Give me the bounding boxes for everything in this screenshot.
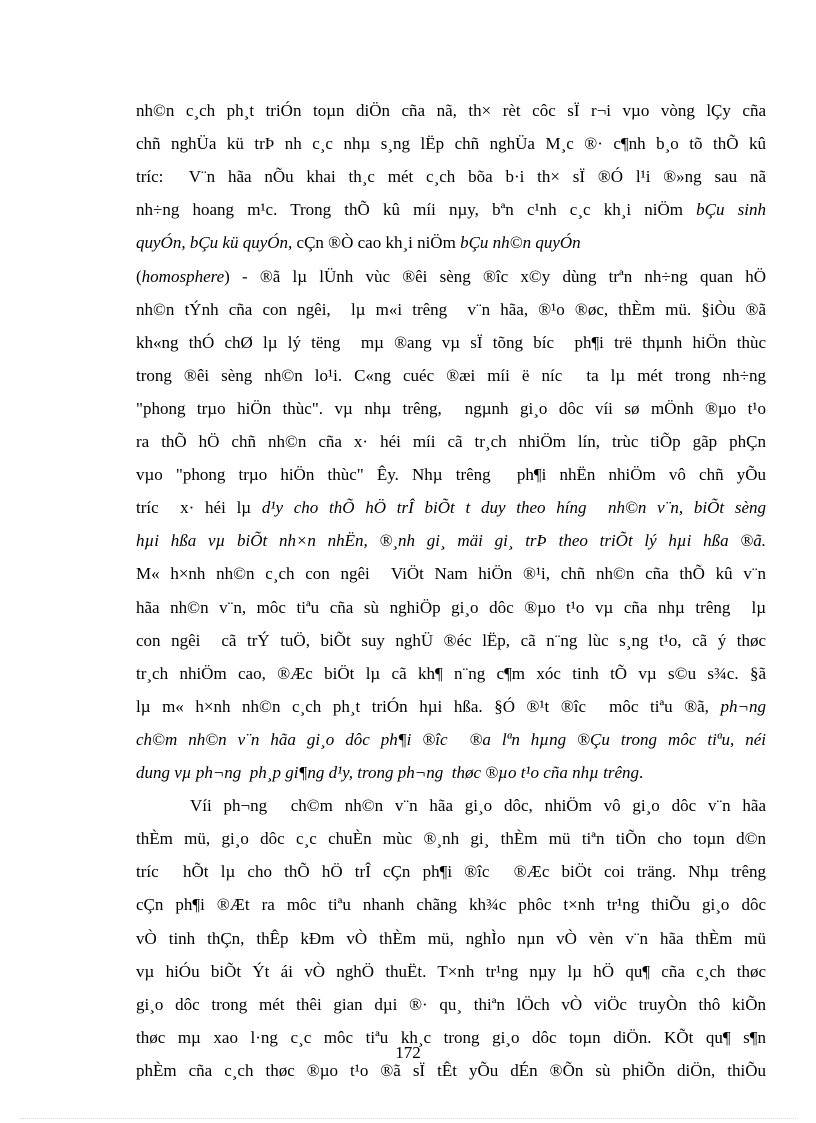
text-run: thÈm mü, gi¸o dôc c¸c chuÈn mùc ®¸nh gi¸ thÈm mü tiªn tiÕn cho toµn d©n xyxy=(136,829,766,849)
italic-text: bÇu nh©n quyÓn xyxy=(460,233,581,253)
text-run: con ngêi cã trÝ tuÖ, biÕt suy nghÜ ®éc lËp, cã n¨ng lùc s¸ng t¹o, cã ý thøc xyxy=(136,630,766,650)
text-line xyxy=(136,133,766,166)
italic-text: homosphere xyxy=(141,266,225,286)
text-line xyxy=(136,100,766,133)
text-run: gi¸o dôc trong mét thêi gian dµi ®· qu¸ thiªn lÖch vÒ viÖc truyÒn thô kiÕn xyxy=(136,994,766,1014)
text-line xyxy=(136,597,766,630)
text-line xyxy=(136,464,766,497)
text-line xyxy=(136,729,766,762)
text-run: "phong trµo hiÖn thùc". vµ nhµ trêng, ngµnh gi¸o dôc víi sø mÖnh ®µo t¹o xyxy=(136,398,766,418)
text-line xyxy=(136,563,766,596)
text-run: nh©n c¸ch ph¸t triÓn toµn diÖn cña nã, th× rèt côc sÏ r¬i vµo vòng lÇy cña xyxy=(136,101,766,120)
text-line xyxy=(136,861,766,894)
text-line xyxy=(136,365,766,398)
text-line xyxy=(136,332,766,365)
text-run: nh©n tÝnh cña con ngêi, lµ m«i trêng v¨n hãa, ®¹o ®øc, thÈm mü. §iÒu ®ã xyxy=(136,299,766,319)
text-line xyxy=(136,663,766,696)
text-run: tr¸ch nhiÖm cao, ®Æc biÖt lµ cã kh¶ n¨ng c¶m xóc tinh tÕ vµ s©u s¾c. §ã xyxy=(136,663,766,683)
text-run: chñ nghÜa kü trÞ nh c¸c nhµ s¸ng lËp chñ nghÜa M¸c ®· c¶nh b¸o tõ thÕ kû xyxy=(136,134,766,154)
text-run: phÈm cña c¸ch thøc ®µo t¹o ®ã sÏ tÊt yÕu dÉn ®Õn sù phiÕn diÖn, thiÕu xyxy=(136,1060,766,1080)
text-run: ( xyxy=(136,266,142,286)
text-run: tríc: V¨n hãa nÕu khai th¸c mét c¸ch bõa b·i th× sÏ ®Ó l¹i ®»ng sau nã xyxy=(136,167,766,187)
text-run: thøc mµ xao l·ng c¸c môc tiªu kh¸c trong gi¸o dôc toµn diÖn. KÕt qu¶ s¶n xyxy=(136,1027,766,1047)
text-run: cÇn ph¶i ®Æt ra môc tiªu nhanh chãng kh¾c phôc t×nh tr¹ng thiÕu gi¸o dôc xyxy=(136,895,766,915)
text-run: ) - ®ã lµ lÜnh vùc ®êi sèng ®îc x©y dùng trªn nh÷ng quan hÖ xyxy=(224,266,766,286)
text-run: Víi ph¬ng ch©m nh©n v¨n hãa gi¸o dôc, nhiÖm vô gi¸o dôc v¨n hãa xyxy=(190,796,766,816)
text-run: ra thÕ hÖ chñ nh©n cña x· héi míi cã tr¸ch nhiÖm lín, trùc tiÕp gãp phÇn xyxy=(136,432,766,451)
text-line xyxy=(136,961,766,994)
text-run: tríc hÕt lµ cho thÕ hÖ trÎ cÇn ph¶i ®îc ®Æc biÖt coi träng. Nhµ trêng xyxy=(136,862,766,882)
text-run: vµo "phong trµo hiÖn thùc" Êy. Nhµ trêng ph¶i nhËn nhiÖm vô chñ yÕu xyxy=(136,465,766,485)
text-line xyxy=(136,828,766,861)
text-run: . xyxy=(639,763,644,782)
italic-text: d¹y cho thÕ hÖ trÎ biÕt t duy theo híng nh©n v¨n, biÕt sèng xyxy=(261,498,766,518)
text-run: trong ®êi sèng nh©n lo¹i. C«ng cuéc ®æi míi ë níc ta lµ mét trong nh÷ng xyxy=(136,365,766,385)
text-run: vµ hiÓu biÕt Ýt ái vÒ nghÖ thuËt. T×nh tr¹ng nµy lµ hÖ qu¶ cña c¸ch thøc xyxy=(136,961,766,981)
italic-text: ch©m nh©n v¨n hãa gi¸o dôc ph¶i ®îc ®a lªn hµng ®Çu trong môc tiªu, néi xyxy=(136,729,766,749)
text-run: nh÷ng hoang m¹c. Trong thÕ kû míi nµy, bªn c¹nh c¸c kh¸i niÖm xyxy=(136,200,697,220)
text-run: hãa nh©n v¨n, môc tiªu cña sù nghiÖp gi¸o dôc ®µo t¹o vµ cña nhµ trêng lµ xyxy=(136,597,766,617)
text-line xyxy=(136,530,766,563)
page-number: 172 xyxy=(395,1043,421,1062)
text-run: lµ m« h×nh nh©n c¸ch ph¸t triÓn hµi hßa. §Ó ®¹t ®îc môc tiªu ®ã, xyxy=(136,696,721,716)
text-line xyxy=(136,232,766,265)
text-line xyxy=(136,497,766,530)
text-line xyxy=(136,398,766,431)
text-line xyxy=(136,894,766,927)
page-bottom-border xyxy=(20,1118,796,1119)
text-line xyxy=(136,928,766,961)
text-line xyxy=(136,431,766,464)
text-line xyxy=(136,696,766,729)
text-run: tríc x· héi lµ xyxy=(136,498,262,518)
italic-text: hµi hßa vµ biÕt nh×n nhËn, ®¸nh gi¸ mäi gi¸ trÞ theo triÕt lý hµi hßa ®ã. xyxy=(136,531,766,551)
text-line xyxy=(136,762,766,795)
italic-text: dung vµ ph¬ng ph¸p gi¶ng d¹y, trong ph¬ng thøc ®µo t¹o cña nhµ trêng xyxy=(136,763,639,782)
text-line xyxy=(136,795,766,828)
text-line xyxy=(136,1060,766,1093)
text-line xyxy=(136,266,766,299)
text-line xyxy=(136,299,766,332)
text-line xyxy=(136,994,766,1027)
italic-text: bÇu sinh xyxy=(696,200,766,220)
text-run: cÇn ®Ò cao kh¸i niÖm xyxy=(292,233,461,253)
text-line xyxy=(136,166,766,199)
text-run: kh«ng thÓ chØ lµ lý tëng mµ ®ang vµ sÏ tõng bíc ph¶i trë thµnh hiÖn thùc xyxy=(136,332,766,352)
text-run: M« h×nh nh©n c¸ch con ngêi ViÖt Nam hiÖn ®¹i, chñ nh©n cña thÕ kû v¨n xyxy=(136,564,766,584)
text-line xyxy=(136,199,766,232)
italic-text: quyÓn, bÇu kü quyÓn, xyxy=(136,233,293,253)
italic-text: ph¬ng xyxy=(720,696,766,716)
text-line xyxy=(136,630,766,663)
text-run: vÒ tinh thÇn, thÊp kÐm vÒ thÈm mü, nghÌo nµn vÒ vèn v¨n hãa thÈm mü xyxy=(136,928,766,948)
